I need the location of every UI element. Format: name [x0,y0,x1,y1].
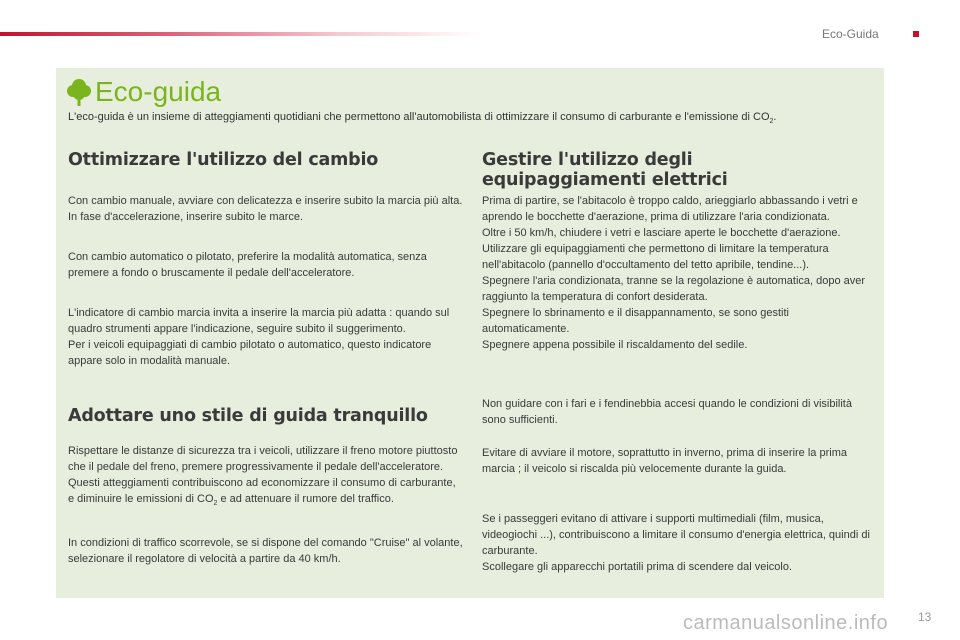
guida-paragraph-2: In condizioni di traffico scorrevole, se si dispone del comando "Cruise" al volante, selezionare il regolatore di velocità a partire da 40 km/h. [68,537,463,565]
section-heading-elettrici: Gestire l'utilizzo degli equipaggiamenti elettrici [482,150,728,190]
section-heading-cambio: Ottimizzare l'utilizzo del cambio [68,150,379,170]
section-guida [68,406,463,426]
tree-icon [67,77,91,107]
elettrici-paragraph-4: Se i passeggeri evitano di attivare i supporti multimediali (film, musica, videogiochi ...), contribuiscono a limitare il consumo d'energia elettrica, quindi di carburante. Scollegare gli apparecchi portatili prima di scendere dal veicolo. [482,513,870,573]
cambio-paragraph-2: Con cambio automatico o pilotato, preferire la modalità automatica, senza premere a fondo o bruscamente il pedale dell'acceleratore. [68,251,427,279]
header-rule [0,32,480,36]
guida-paragraph-1: Rispettare le distanze di sicurezza tra i veicoli, utilizzare il freno motore piuttosto che il pedale del freno, premere progressivamente il pedale dell'acceleratore. Questi atteggiamenti contribuiscono ad economizzare il consumo di carburante, e diminuire le emissioni di $CO_2$ e ad attenuare il rumore del traffico. [68,445,458,508]
header-marker [913,31,919,37]
section-heading-guida: Adottare uno stile di guida tranquillo [68,406,428,426]
section-elettrici [482,150,852,190]
eco-title [67,76,221,108]
cambio-paragraph-3: L'indicatore di cambio marcia invita a inserire la marcia più adatta : quando sul quadro strumenti appare l'indicazione, seguire subito il suggerimento. Per i veicoli equipaggiati di cambio pilotato o automatico, questo indicatore appare solo in modalità manuale. [68,307,450,367]
eco-title-text: Eco-guida [95,76,222,107]
elettrici-paragraph-2: Non guidare con i fari e i fendinebbia accesi quando le condizioni di visibilità sono sufficienti. [482,398,852,426]
elettrici-paragraph-3: Evitare di avviare il motore, soprattutto in inverno, prima di inserire la prima marcia ; il veicolo si riscalda più velocemente durante la guida. [482,447,847,475]
cambio-paragraph-1: Con cambio manuale, avviare con delicatezza e inserire subito la marcia più alta. In fase d'accelerazione, inserire subito le marce. [68,195,463,223]
intro-text: L'eco-guida è un insieme di atteggiamenti quotidiani che permettono all'automobilista di ottimizzare il consumo di carburante e l'emissione di $CO_2$. [68,111,777,126]
section-cambio [68,150,463,170]
watermark: carmanualsonline.info [683,612,889,634]
elettrici-paragraph-1: Prima di partire, se l'abitacolo è troppo caldo, arieggiarlo abbassando i vetri e aprendo le bocchette d'aerazione, prima di utilizzare l'aria condizionata. Oltre i 50 km/h, chiudere i vetri e lasciare aperte le bocchette d'aerazione. Utilizzare gli equipaggiamenti che permettono di limitare la temperatura nell'abitacolo (pannello d'occultamento del tetto apribile, tendine...). Spegnere l'aria condizionata, tranne se la regolazione è automatica, dopo aver raggiunto la temperatura di confort desiderata. Spegnere lo sbrinamento e il disappannamento, se sono gestiti automaticamente. Spegnere appena possibile il riscaldamento del sedile. [482,195,866,351]
page-number: 13 [918,610,932,624]
header-title: Eco-Guida [822,27,879,41]
